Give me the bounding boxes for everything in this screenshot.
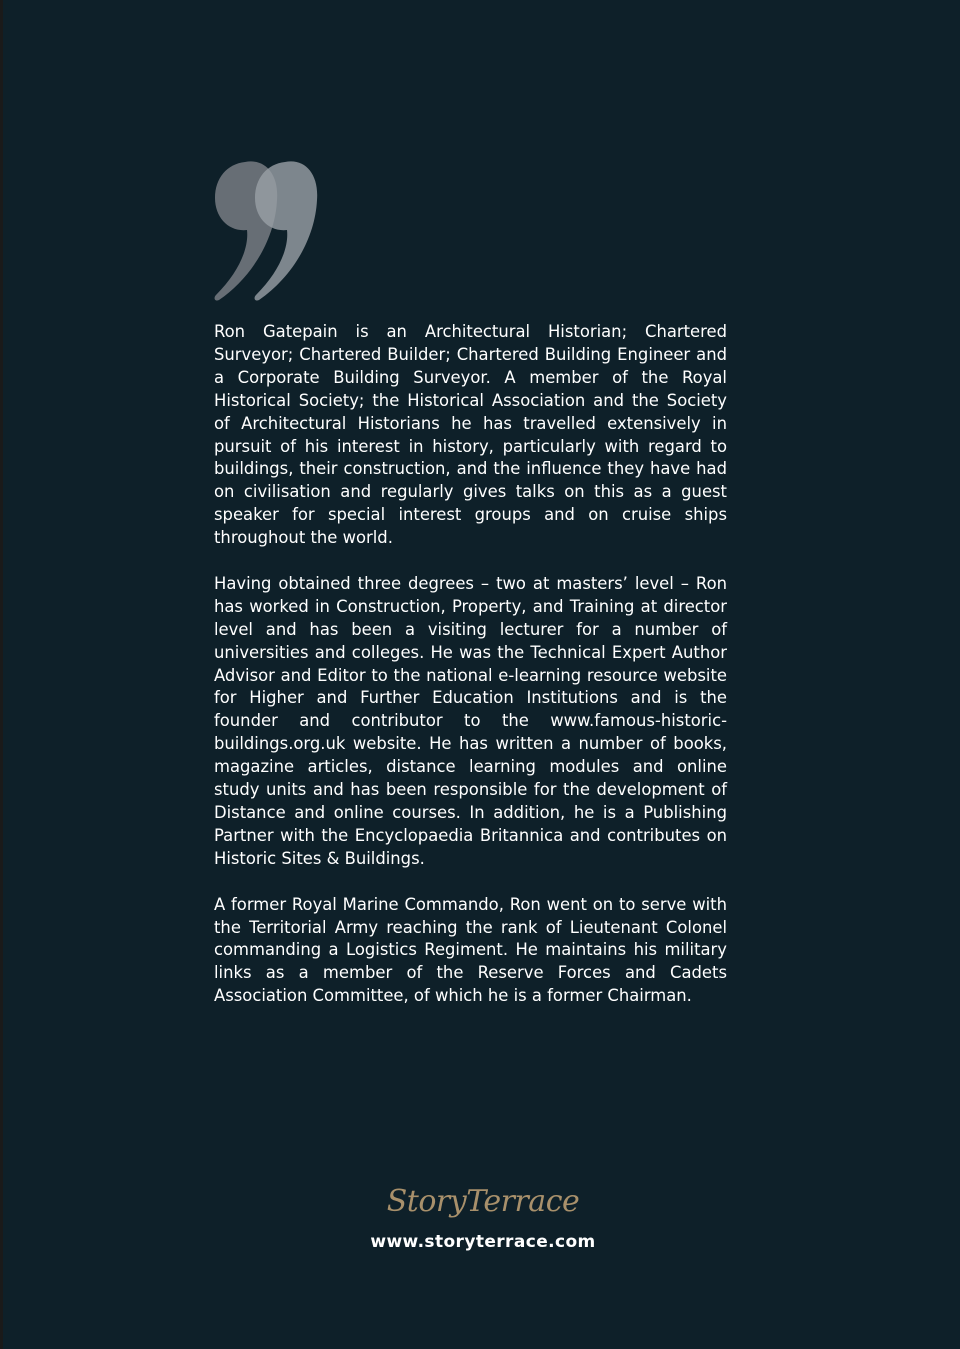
footer xyxy=(3,1182,960,1252)
bio-paragraph: Having obtained three degrees – two at masters’ level – Ron has worked in Construction, Property, and Training at director level and has been a visiting lecturer for a number of universities and colleges. He was the Technical Expert Author Advisor and Editor to the national e-learning resource website for Higher and Further Education Institutions and is the founder and contributor to the www.famous-historic-buildings.org.uk website. He has written a number of books, magazine articles, distance learning modules and online study units and has been responsible for the development of Distance and online courses. In addition, he is a Publishing Partner with the Encyclopaedia Britannica and contributes on Historic Sites & Buildings. xyxy=(214,573,727,868)
bio-paragraph: Ron Gatepain is an Architectural Historian; Chartered Surveyor; Chartered Builder; Chartered Building Engineer and a Corporate Building Surveyor. A member of the Royal Historical Society; the Historical Association and the Society of Architectural Historians he has travelled extensively in pursuit of his interest in history, particularly with regard to buildings, their construction, and the influence they have had on civilisation and regularly gives talks on this as a guest speaker for special interest groups and on cruise ships throughout the world. xyxy=(214,322,727,548)
closing-quote-icon xyxy=(207,150,337,310)
storyterrace-logo: StoryTerrace xyxy=(386,1184,580,1219)
website-link[interactable]: www.storyterrace.com xyxy=(370,1232,596,1252)
author-biography xyxy=(214,321,727,1031)
bio-paragraph: A former Royal Marine Commando, Ron went on to serve with the Territorial Army reaching the rank of Lieutenant Colonel commanding a Logistics Regiment. He maintains his military links as a member of the Reserve Forces and Cadets Association Committee, of which he is a former Chairman. xyxy=(214,894,727,1006)
